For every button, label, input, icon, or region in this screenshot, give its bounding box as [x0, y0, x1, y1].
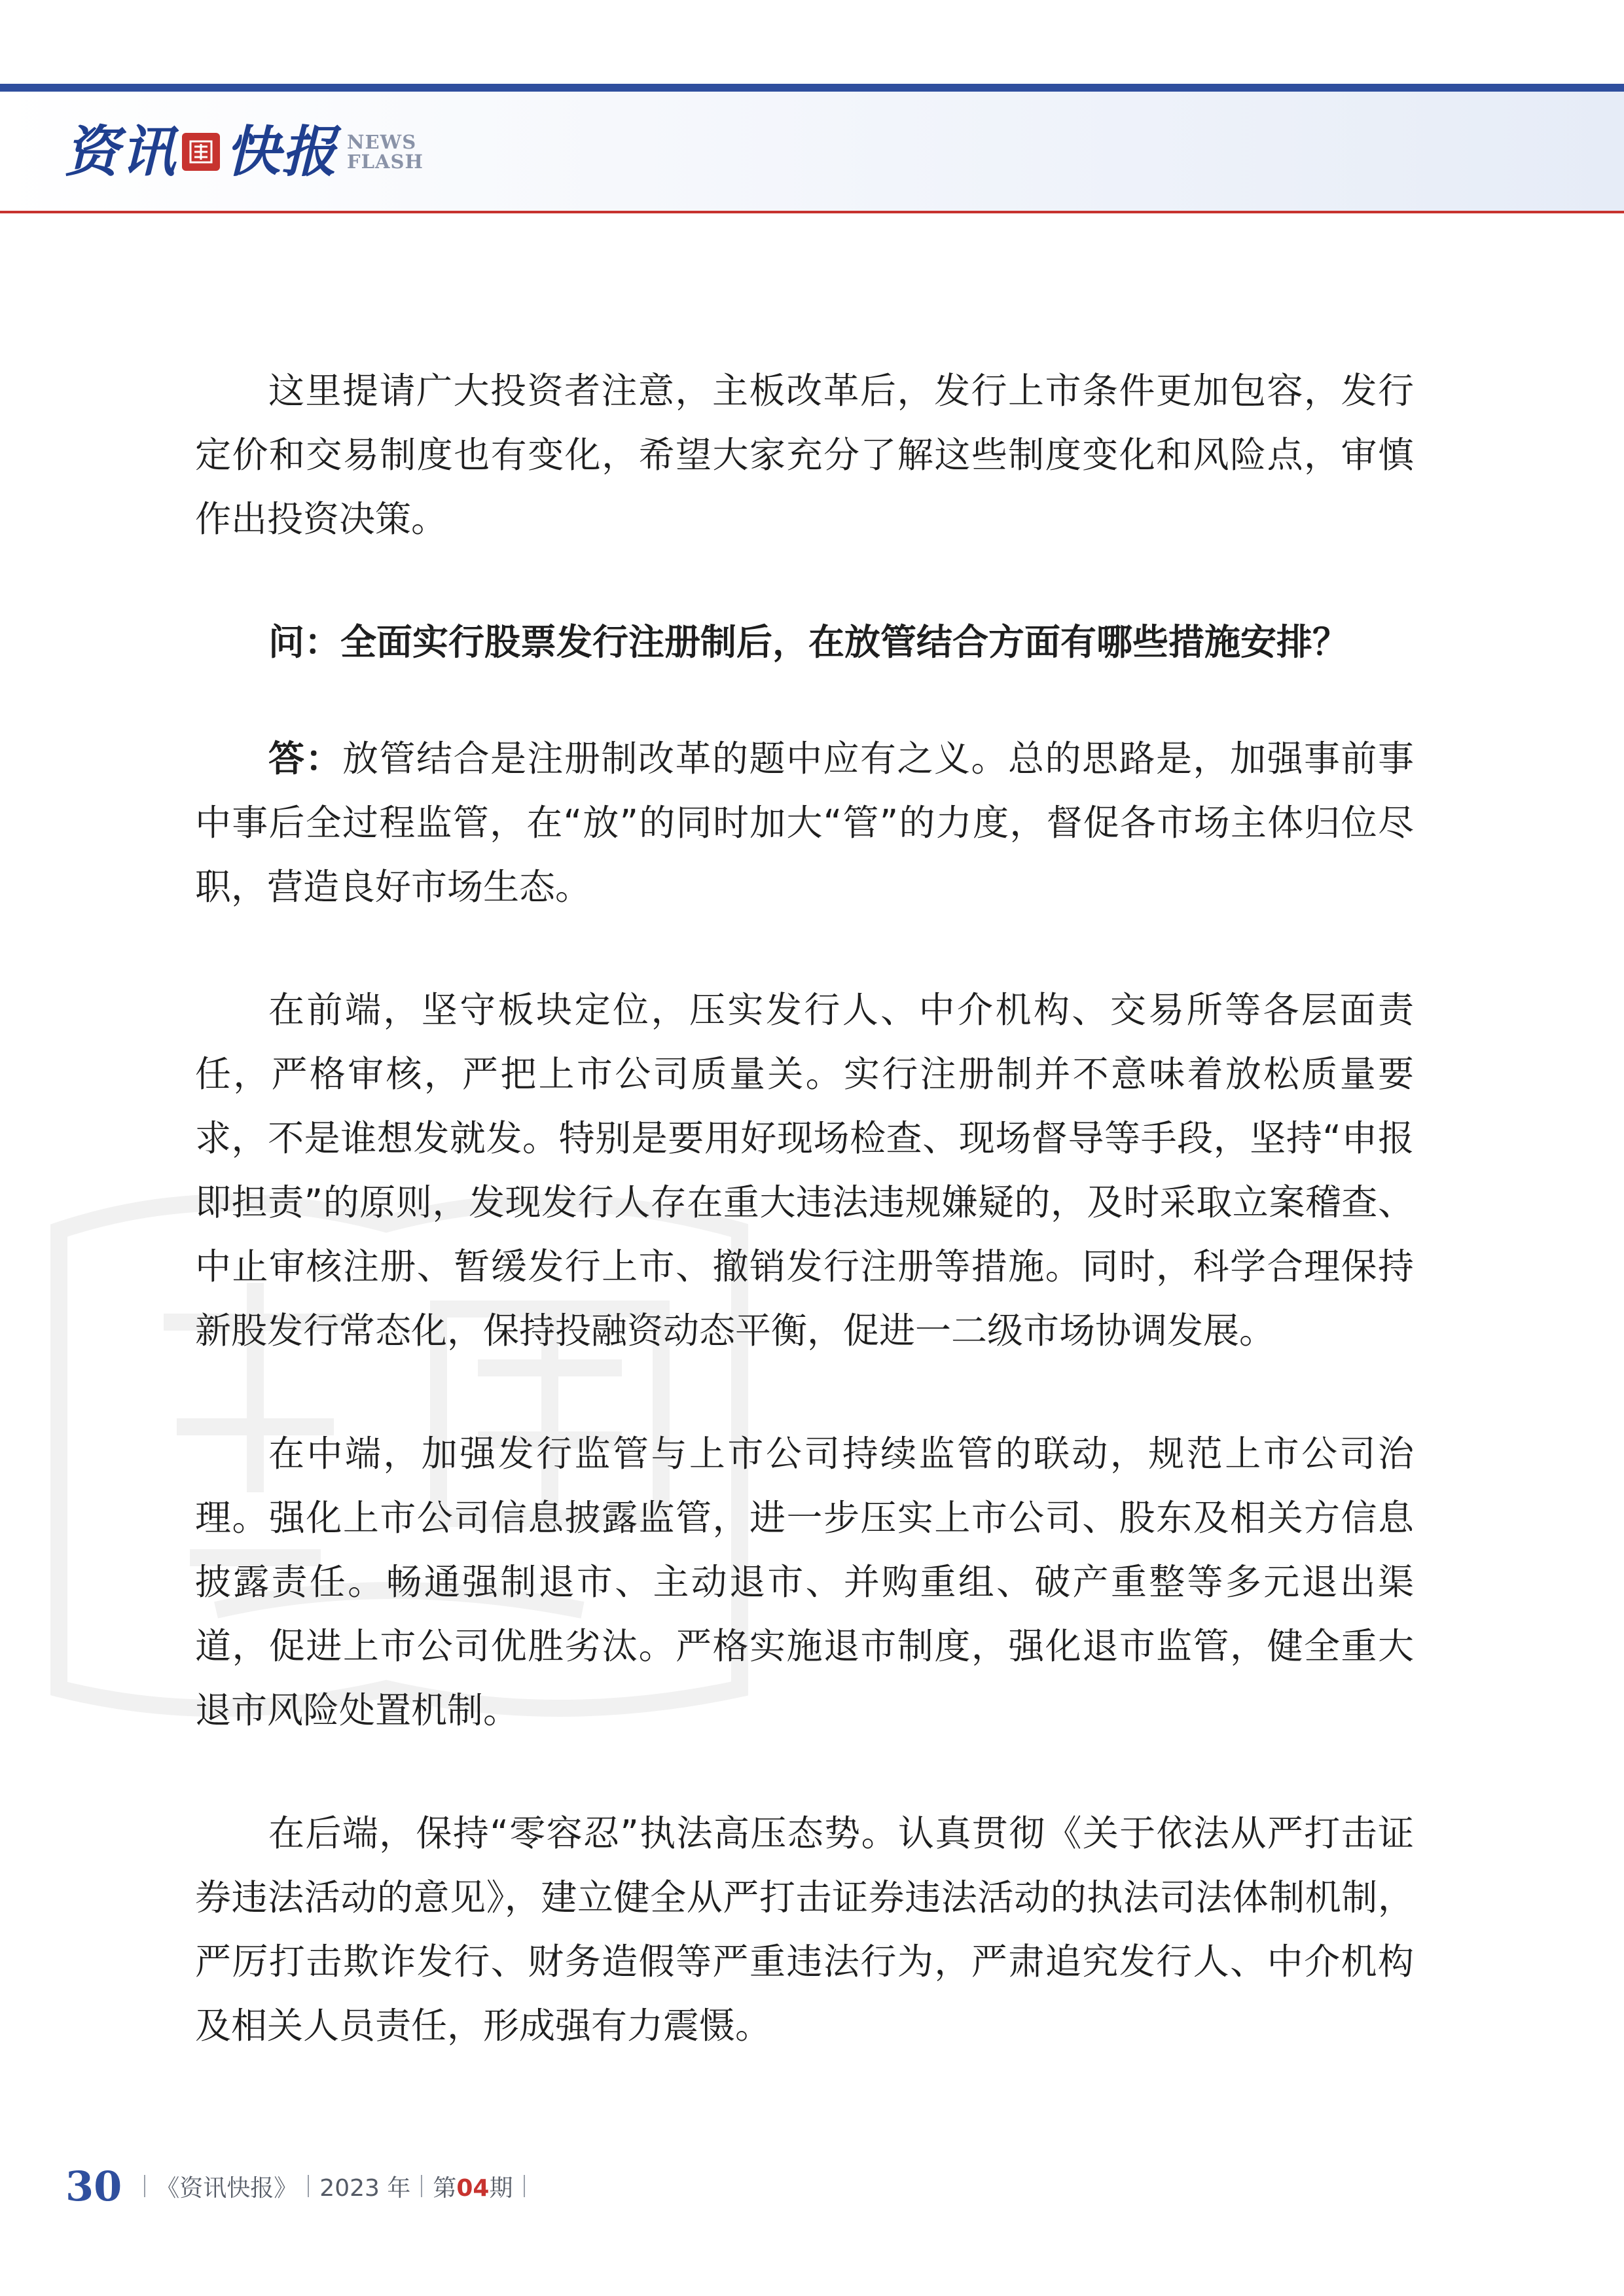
footer-divider [421, 2175, 422, 2197]
footer-divider [308, 2175, 309, 2197]
page-footer [65, 2160, 535, 2212]
brand-english-line1: NEWS [347, 130, 417, 153]
publication-name: 《资讯快报》 [156, 2174, 298, 2202]
footer-divider [144, 2175, 145, 2197]
seal-glyph [188, 139, 214, 165]
publication-year: 2023 年 [319, 2174, 411, 2202]
front-end-paragraph: 在前端，坚守板块定位，压实发行人、中介机构、交易所等各层面责任，严格审核，严把上市公司质量关。实行注册制并不意味着放松质量要求，不是谁想发就发。特别是要用好现场检查、现场督导等手段，坚持“申报即担责”的原则，发现发行人存在重大违法违规嫌疑的，及时采取立案稽查、中止审核注册、暂缓发行上市、撤销发行注册等措施。同时，科学合理保持新股发行常态化，保持投融资动态平衡，促进一二级市场协调发展。 [195, 989, 1414, 1352]
brand-english-line2: FLASH [347, 151, 424, 173]
footer-divider [524, 2175, 525, 2197]
brand-english [347, 132, 424, 172]
answer-text: 放管结合是注册制改革的题中应有之义。总的思路是，加强事前事中事后全过程监管，在“放”的同时加大“管”的力度，督促各市场主体归位尽职，营造良好市场生态。 [195, 738, 1414, 908]
brand-title-part2: 快报 [225, 119, 338, 184]
brand-title-part1: 资讯 [64, 119, 177, 184]
answer-paragraph [195, 726, 1414, 919]
issue-prefix: 第 [433, 2174, 457, 2202]
middle-end-paragraph: 在中端，加强发行监管与上市公司持续监管的联动，规范上市公司治理。强化上市公司信息披露监管，进一步压实上市公司、股东及相关方信息披露责任。畅通强制退市、主动退市、并购重组、破产重整等多元退出渠道，促进上市公司优胜劣汰。严格实施退市制度，强化退市监管，健全重大退市风险处置机制。 [195, 1433, 1414, 1731]
header-rule [0, 211, 1624, 213]
question-heading: 问：全面实行股票发行注册制后，在放管结合方面有哪些措施安排？ [268, 621, 1349, 663]
issue-number: 04 [456, 2174, 490, 2202]
brand-logo [64, 113, 424, 191]
seal-icon [182, 133, 220, 171]
issue-suffix: 期 [489, 2174, 513, 2202]
intro-paragraph: 这里提请广大投资者注意，主板改革后，发行上市条件更加包容，发行定价和交易制度也有变化，希望大家充分了解这些制度变化和风险点，审慎作出投资决策。 [195, 370, 1414, 540]
header-top-bar [0, 84, 1624, 92]
back-end-paragraph: 在后端，保持“零容忍”执法高压态势。认真贯彻《关于依法从严打击证券违法活动的意见》，建立健全从严打击证券违法活动的执法司法体制机制，严厉打击欺诈发行、财务造假等严重违法行为，严肃追究发行人、中介机构及相关人员责任，形成强有力震慑。 [195, 1812, 1414, 2047]
page-number: 30 [65, 2162, 122, 2210]
article-body [195, 359, 1414, 2117]
answer-lead: 答： [268, 738, 342, 780]
issue-label [433, 2170, 513, 2203]
